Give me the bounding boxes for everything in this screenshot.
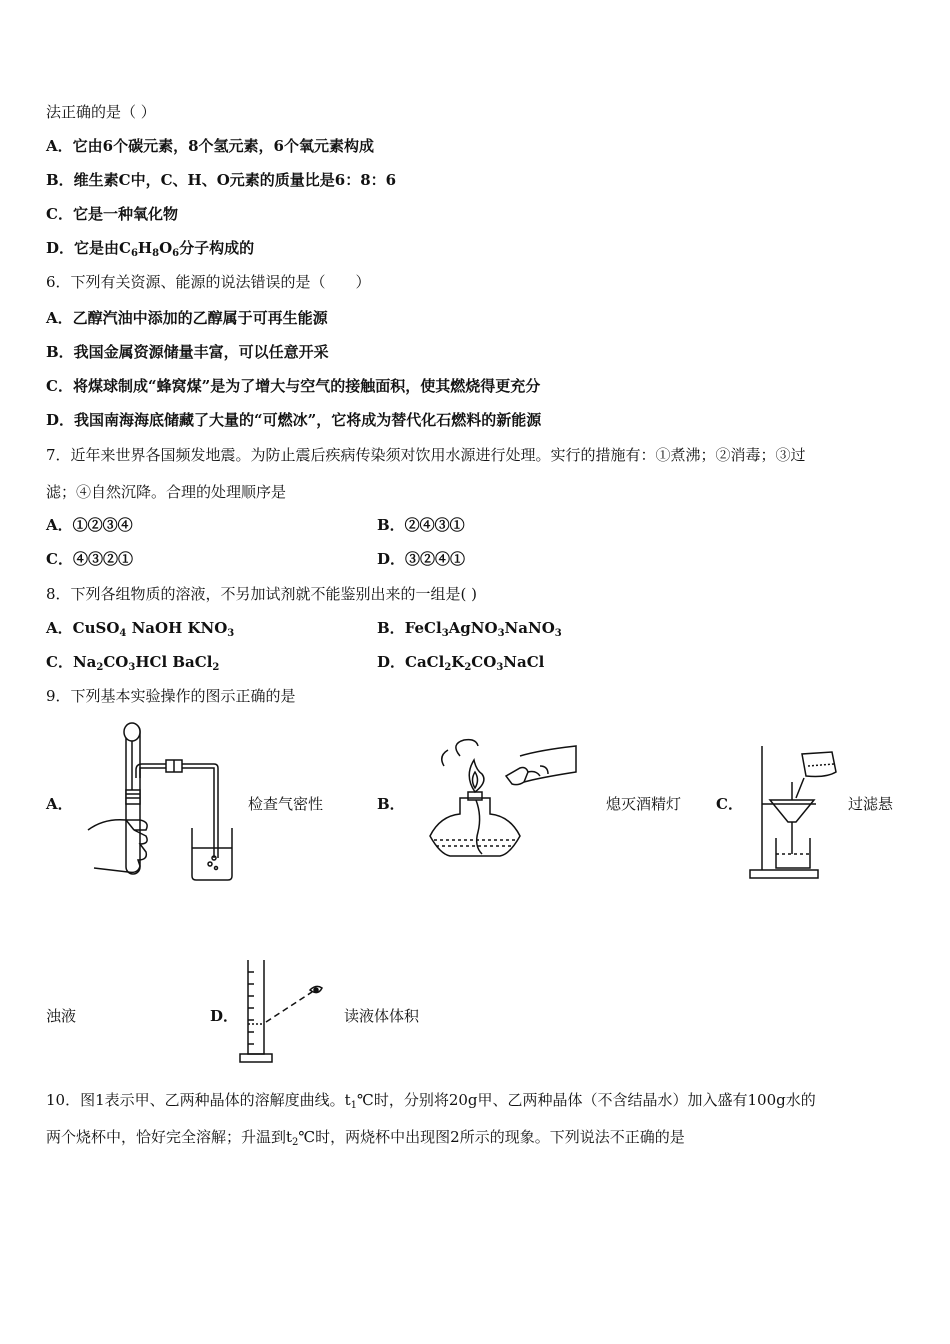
q10-stem-line1: 10．图1表示甲、乙两种晶体的溶解度曲线。$t_1℃$时，分别将20g甲、乙两种晶体（不含结晶水）加入盛有100g水的 — [46, 1091, 816, 1111]
q8-option-d: D．$CaCl_2K_2CO_3NaCl$ — [377, 653, 545, 673]
q8-option-c: C．$Na_2CO_3HCl$ BaCl$_2$ — [46, 653, 220, 673]
q9-option-b-caption: 熄灭酒精灯 — [606, 795, 682, 813]
q7-stem-line1: 7．近年来世界各国频发地震。为防止震后疾病传染须对饮用水源进行处理。实行的措施有：①煮沸；②消毒；③过 — [46, 446, 806, 464]
q9-option-c-caption: 过滤悬 — [848, 795, 894, 813]
q9-option-a-caption: 检查气密性 — [248, 795, 324, 813]
q7-option-b: B．②④③① — [377, 516, 465, 534]
q6-option-a: A．乙醇汽油中添加的乙醇属于可再生能源 — [46, 309, 328, 327]
q7-option-c: C．④③②① — [46, 550, 133, 568]
airtightness-check-figure — [74, 718, 244, 883]
q8-stem: 8．下列各组物质的溶液，不另加试剂就不能鉴别出来的一组是( ) — [46, 585, 478, 603]
q5-stem-tail: 法正确的是（ ） — [46, 103, 156, 121]
q5-option-a: A．它由6个碳元素，8个氢元素，6个氧元素构成 — [46, 137, 374, 155]
q5-option-d: D．它是由$C_6H_8O_6$分子构成的 — [46, 239, 255, 259]
q9-option-c-caption-continued: 浊液 — [46, 1007, 77, 1025]
q5-option-c: C．它是一种氧化物 — [46, 205, 178, 223]
q7-stem-line2: 滤；④自然沉降。合理的处理顺序是 — [46, 483, 287, 501]
q9-option-b-label: B． — [377, 795, 405, 813]
q9-stem: 9．下列基本实验操作的图示正确的是 — [46, 687, 296, 705]
alcohol-lamp-figure — [420, 736, 580, 876]
graduated-cylinder-figure — [236, 954, 336, 1066]
q6-option-b: B．我国金属资源储量丰富，可以任意开采 — [46, 343, 329, 361]
q9-option-a-label: A． — [46, 795, 73, 813]
q9-option-d-caption: 读液体体积 — [344, 1007, 420, 1025]
q9-option-c-label: C． — [716, 795, 743, 813]
q7-option-a: A．①②③④ — [46, 516, 133, 534]
q6-option-d: D．我国南海海底储藏了大量的“可燃冰”，它将成为替代化石燃料的新能源 — [46, 411, 542, 429]
q10-stem-line2: 两个烧杯中，恰好完全溶解；升温到$t_2℃$时，两烧杯中出现图2所示的现象。下列说法不正确的是 — [46, 1128, 685, 1148]
q9-option-d-label: D． — [210, 1007, 239, 1025]
q5-option-b: B．维生素C中，C、H、O元素的质量比是6：8：6 — [46, 171, 397, 189]
q7-option-d: D．③②④① — [377, 550, 466, 568]
q6-stem: 6．下列有关资源、能源的说法错误的是（ ） — [46, 273, 371, 291]
q8-option-b: B．FeCl$_3$AgNO$_3$NaNO$_3$ — [377, 619, 562, 639]
q8-option-a: A．CuSO$_4$ NaOH $KNO_3$ — [46, 619, 235, 639]
q6-option-c: C．将煤球制成“蜂窝煤”是为了增大与空气的接触面积，使其燃烧得更充分 — [46, 377, 541, 395]
filtration-figure — [746, 742, 842, 882]
